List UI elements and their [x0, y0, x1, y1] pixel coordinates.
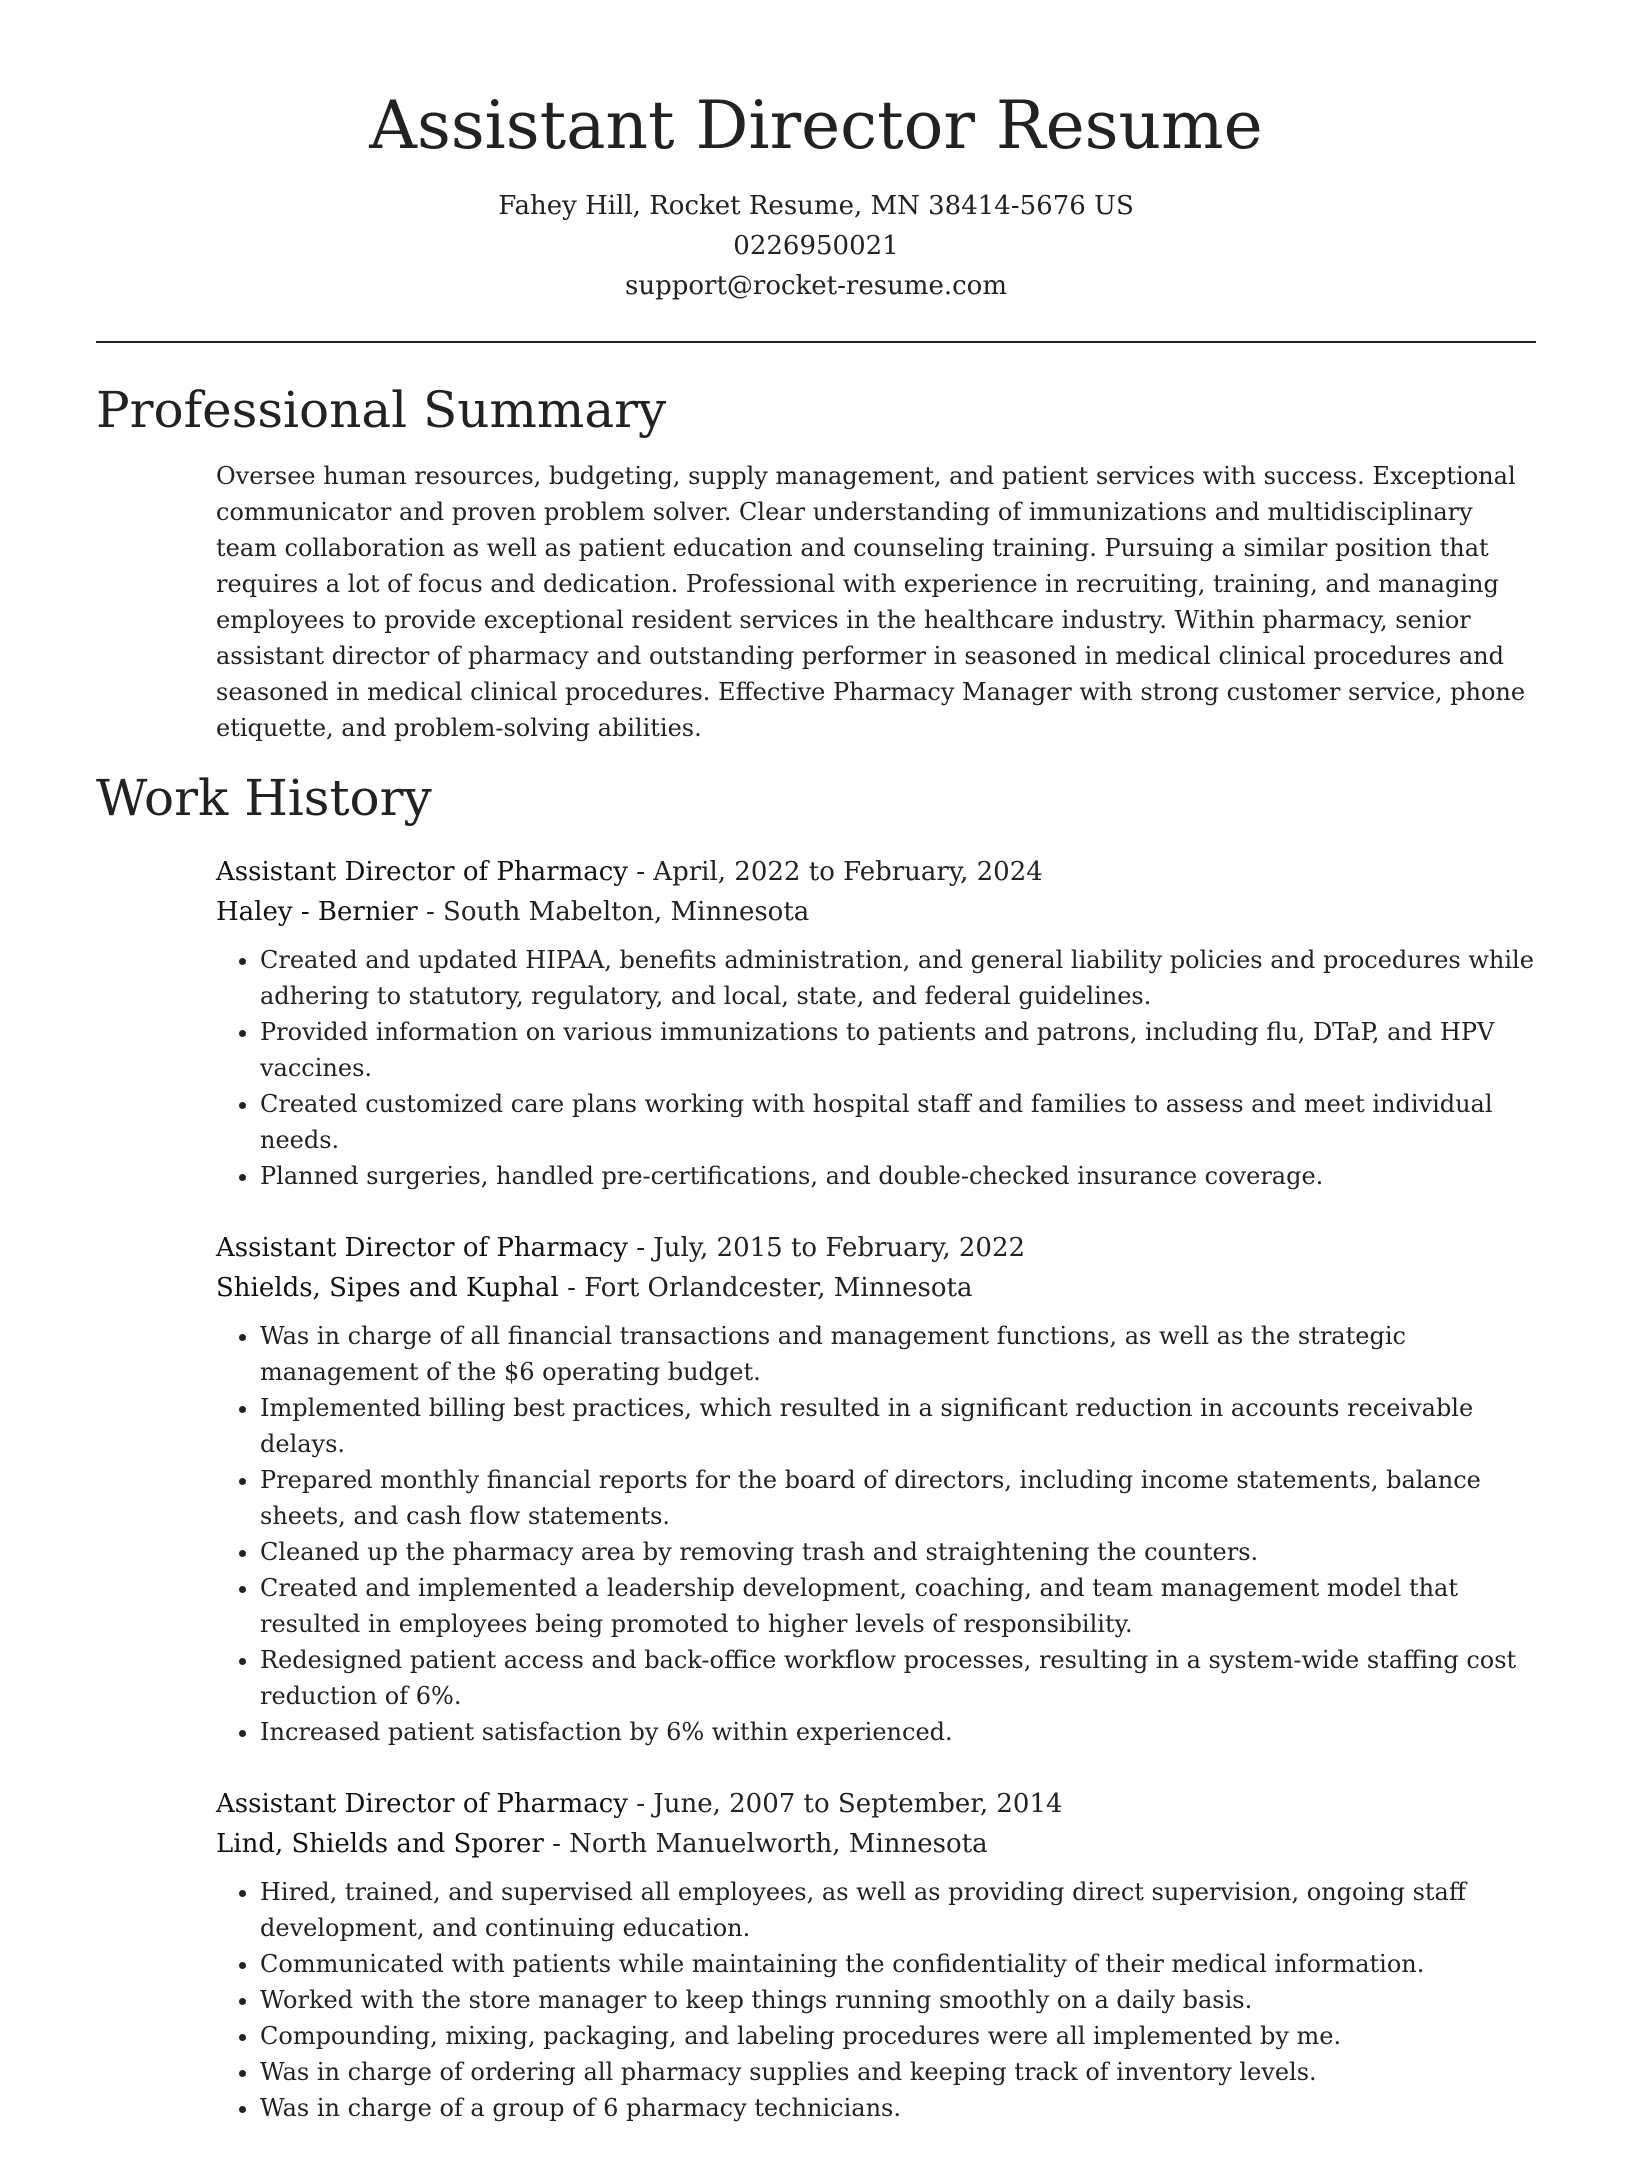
job-title: Assistant Director of Pharmacy — [216, 1789, 628, 1819]
bullet-item: • Hired, trained, and supervised all employees, as well as providing direct supervision, ongoing staff development, and continuing education. — [260, 1874, 1536, 1946]
bullet-item: • Cleaned up the pharmacy area by removing trash and straightening the counters. — [260, 1534, 1536, 1570]
resume-title: Assistant Director Resume — [369, 87, 1263, 164]
bullet-item: • Was in charge of a group of 6 pharmacy technicians. — [260, 2090, 1536, 2126]
bullet-item: • Worked with the store manager to keep things running smoothly on a daily basis. — [260, 1982, 1536, 2018]
bullet-item: • Was in charge of all financial transactions and management functions, as well as the strategic management of the $6 operating budget. — [260, 1318, 1536, 1390]
job-location: - North Manuelworth, Minnesota — [543, 1829, 988, 1859]
job-dates: - July, 2015 to February, 2022 — [627, 1233, 1026, 1263]
work-history-heading: Work History — [96, 769, 432, 827]
bullet-item: • Prepared monthly financial reports for the board of directors, including income statements, balance sheets, and cash flow statements. — [260, 1462, 1536, 1534]
bullet-item: • Was in charge of ordering all pharmacy supplies and keeping track of inventory levels. — [260, 2054, 1536, 2090]
bullet-item: • Created customized care plans working with hospital staff and families to assess and meet individual needs. — [260, 1086, 1536, 1158]
job-bullets — [216, 1874, 1536, 2126]
bullet-item: • Created and implemented a leadership development, coaching, and team management model that resulted in employees being promoted to higher levels of responsibility. — [260, 1570, 1536, 1642]
job-title-line — [216, 852, 1536, 892]
bullet-item: • Planned surgeries, handled pre-certifications, and double-checked insurance coverage. — [260, 1158, 1536, 1194]
job-dates: - June, 2007 to September, 2014 — [627, 1789, 1063, 1819]
contact-email: support@rocket-resume.com — [624, 271, 1007, 301]
job-title-line — [216, 1784, 1536, 1824]
job-company-line — [216, 1824, 1536, 1864]
bullet-item: • Created and updated HIPAA, benefits administration, and general liability policies and procedures while adhering to statutory, regulatory, and local, state, and federal guidelines. — [260, 942, 1536, 1014]
bullet-item: • Increased patient satisfaction by 6% within experienced. — [260, 1714, 1536, 1750]
job-bullets — [216, 942, 1536, 1194]
bullet-item: • Provided information on various immunizations to patients and patrons, including flu, DTaP, and HPV vaccines. — [260, 1014, 1536, 1086]
contact-info — [0, 186, 1632, 306]
header-divider — [96, 341, 1536, 343]
job-company: Shields, Sipes and Kuphal — [216, 1273, 559, 1303]
job-entry — [216, 1784, 1536, 2126]
bullet-item: • Compounding, mixing, packaging, and labeling procedures were all implemented by me. — [260, 2018, 1536, 2054]
job-dates: - April, 2022 to February, 2024 — [627, 857, 1043, 887]
contact-phone: 0226950021 — [733, 231, 899, 261]
job-entry — [216, 1228, 1536, 1750]
job-title: Assistant Director of Pharmacy — [216, 857, 628, 887]
job-location: - Fort Orlandcester, Minnesota — [558, 1273, 973, 1303]
bullet-item: • Implemented billing best practices, which resulted in a significant reduction in accounts receivable delays. — [260, 1390, 1536, 1462]
job-title: Assistant Director of Pharmacy — [216, 1233, 628, 1263]
job-bullets — [216, 1318, 1536, 1750]
job-company: Haley - Bernier — [216, 897, 418, 927]
summary-text: Oversee human resources, budgeting, supply management, and patient services with success. Exceptional communicator and proven problem solver. Clear understanding of immunizations and multidisciplinary team collaboration as well as patient education and counseling training. Pursuing a similar position that requires a lot of focus and dedication. Professional with experience in recruiting, training, and managing employees to provide exceptional resident services in the healthcare industry. Within pharmacy, senior assistant director of pharmacy and outstanding performer in seasoned in medical clinical procedures and seasoned in medical clinical procedures. Effective Pharmacy Manager with strong customer service, phone etiquette, and problem-solving abilities. — [216, 462, 1526, 742]
contact-address: Fahey Hill, Rocket Resume, MN 38414-5676 US — [498, 191, 1134, 221]
resume-header — [0, 0, 1632, 306]
bullet-item: • Redesigned patient access and back-office workflow processes, resulting in a system-wide staffing cost reduction of 6%. — [260, 1642, 1536, 1714]
job-company: Lind, Shields and Sporer — [216, 1829, 544, 1859]
job-title-line — [216, 1228, 1536, 1268]
job-entry — [216, 852, 1536, 1194]
job-company-line — [216, 892, 1536, 932]
bullet-item: • Communicated with patients while maintaining the confidentiality of their medical information. — [260, 1946, 1536, 1982]
job-company-line — [216, 1268, 1536, 1308]
job-location: - South Mabelton, Minnesota — [417, 897, 810, 927]
work-history-list — [216, 852, 1536, 2160]
summary-heading: Professional Summary — [96, 381, 667, 439]
